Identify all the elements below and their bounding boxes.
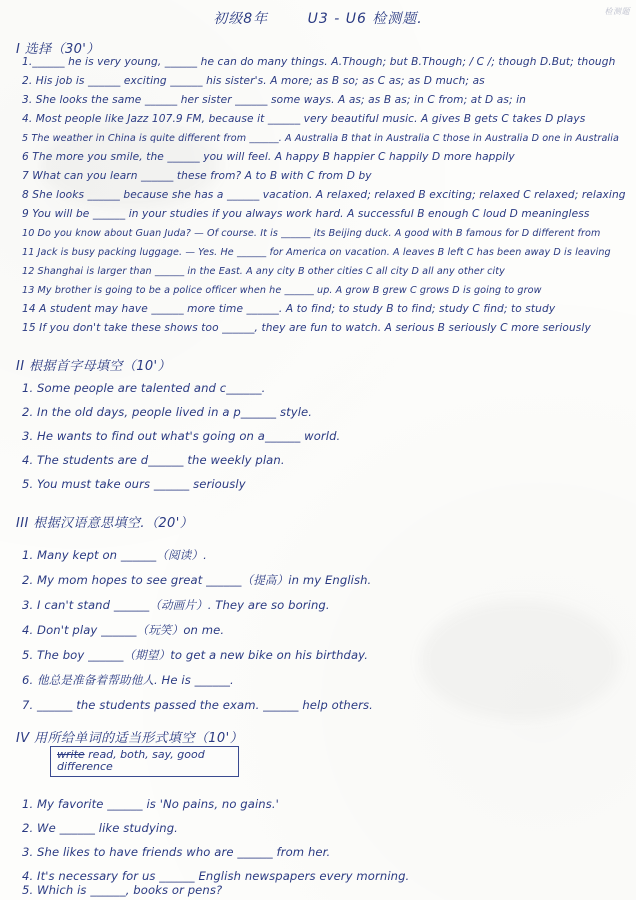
- title-right: U3 - U6 检测题.: [307, 11, 423, 27]
- section-2-item-5: 5. You must take ours ______ seriously: [22, 477, 246, 491]
- section-1-item-12: 12 Shanghai is larger than ______ in the East. A any city B other cities C all city D all any other city: [22, 266, 505, 277]
- section-4-item-3: 3. She likes to have friends who are ______ from her.: [22, 845, 331, 859]
- section-1-item-15: 15 If you don't take these shows too ______, they are fun to watch. A serious B seriously C more seriously: [22, 322, 591, 334]
- section-4-item-2: 2. We ______ like studying.: [22, 821, 178, 835]
- word-bank-strikethrough: write: [57, 748, 85, 761]
- section-4-heading: IV 用所给单词的适当形式填空（10'）: [16, 731, 243, 746]
- section-3-heading: III 根据汉语意思填空.（20'）: [16, 516, 194, 531]
- section-2-item-3: 3. He wants to find out what's going on a______ world.: [22, 429, 341, 443]
- section-2-item-1: 1. Some people are talented and c______.: [22, 381, 266, 395]
- section-4-item-5: 5. Which is ______, books or pens?: [22, 883, 223, 897]
- section-3-item-2: 2. My mom hopes to see great ______（提高）in my English.: [22, 573, 372, 587]
- section-3-item-4: 4. Don't play ______（玩笑）on me.: [22, 623, 225, 637]
- word-bank-words: read, both, say, good: [88, 748, 205, 761]
- page-title: [0, 8, 636, 28]
- section-2-item-4: 4. The students are d______ the weekly plan.: [22, 453, 285, 467]
- section-3-item-7: 7. ______ the students passed the exam. ______ help others.: [22, 698, 373, 712]
- section-1-item-1: 1.______ he is very young, ______ he can do many things. A.Though; but B.Though; / C /; though D.But; though: [22, 56, 616, 68]
- section-1-item-13: 13 My brother is going to be a police officer when he ______ up. A grow B grew C grows D is going to grow: [22, 285, 542, 296]
- section-1-item-14: 14 A student may have ______ more time ______. A to find; to study B to find; study C find; to study: [22, 303, 556, 315]
- section-3-item-3: 3. I can't stand ______（动画片）. They are so boring.: [22, 598, 330, 612]
- section-1-item-7: 7 What can you learn ______ these from? A to B with C from D by: [22, 170, 372, 182]
- section-1-item-11: 11 Jack is busy packing luggage. — Yes. He ______ for America on vacation. A leaves B left C has been away D is leaving: [22, 247, 611, 258]
- section-1-heading: I 选择（30'）: [16, 42, 100, 57]
- word-bank-line-2: difference: [57, 760, 113, 773]
- section-1-item-10: 10 Do you know about Guan Juda? — Of course. It is ______ its Beijing duck. A good with B famous for D different from: [22, 228, 601, 239]
- section-1-item-8: 8 She looks ______ because she has a ______ vacation. A relaxed; relaxed B exciting; relaxed C relaxed; relaxing: [22, 189, 626, 201]
- section-4-item-4: 4. It's necessary for us ______ English newspapers every morning.: [22, 869, 410, 883]
- word-bank-box: [50, 746, 239, 777]
- title-left: 初级8年: [213, 11, 269, 27]
- header-faint-text: 检测题: [604, 7, 630, 16]
- section-2-item-2: 2. In the old days, people lived in a p______ style.: [22, 405, 313, 419]
- section-1-item-3: 3. She looks the same ______ her sister ______ some ways. A as; as B as; in C from; at D as; in: [22, 94, 526, 106]
- paper-smudge: [420, 600, 620, 720]
- section-1-item-9: 9 You will be ______ in your studies if you always work hard. A successful B enough C loud D meaningless: [22, 208, 590, 220]
- section-1-item-5: 5 The weather in China is quite different from ______. A Australia B that in Australia C those in Australia D one in Australia: [22, 133, 619, 144]
- section-1-item-6: 6 The more you smile, the ______ you will feel. A happy B happier C happily D more happily: [22, 151, 515, 163]
- section-3-item-5: 5. The boy ______（期望）to get a new bike on his birthday.: [22, 648, 369, 662]
- section-2-heading: II 根据首字母填空（10'）: [16, 359, 171, 374]
- section-3-item-6: 6. 他总是准备着帮助他人. He is ______.: [22, 673, 234, 687]
- section-3-item-1: 1. Many kept on ______（阅读）.: [22, 548, 207, 562]
- section-1-item-2: 2. His job is ______ exciting ______ his sister's. A more; as B so; as C as; as D much; as: [22, 75, 485, 87]
- section-4-item-1: 1. My favorite ______ is 'No pains, no gains.': [22, 797, 279, 811]
- section-1-item-4: 4. Most people like Jazz 107.9 FM, because it ______ very beautiful music. A gives B gets C takes D plays: [22, 113, 586, 125]
